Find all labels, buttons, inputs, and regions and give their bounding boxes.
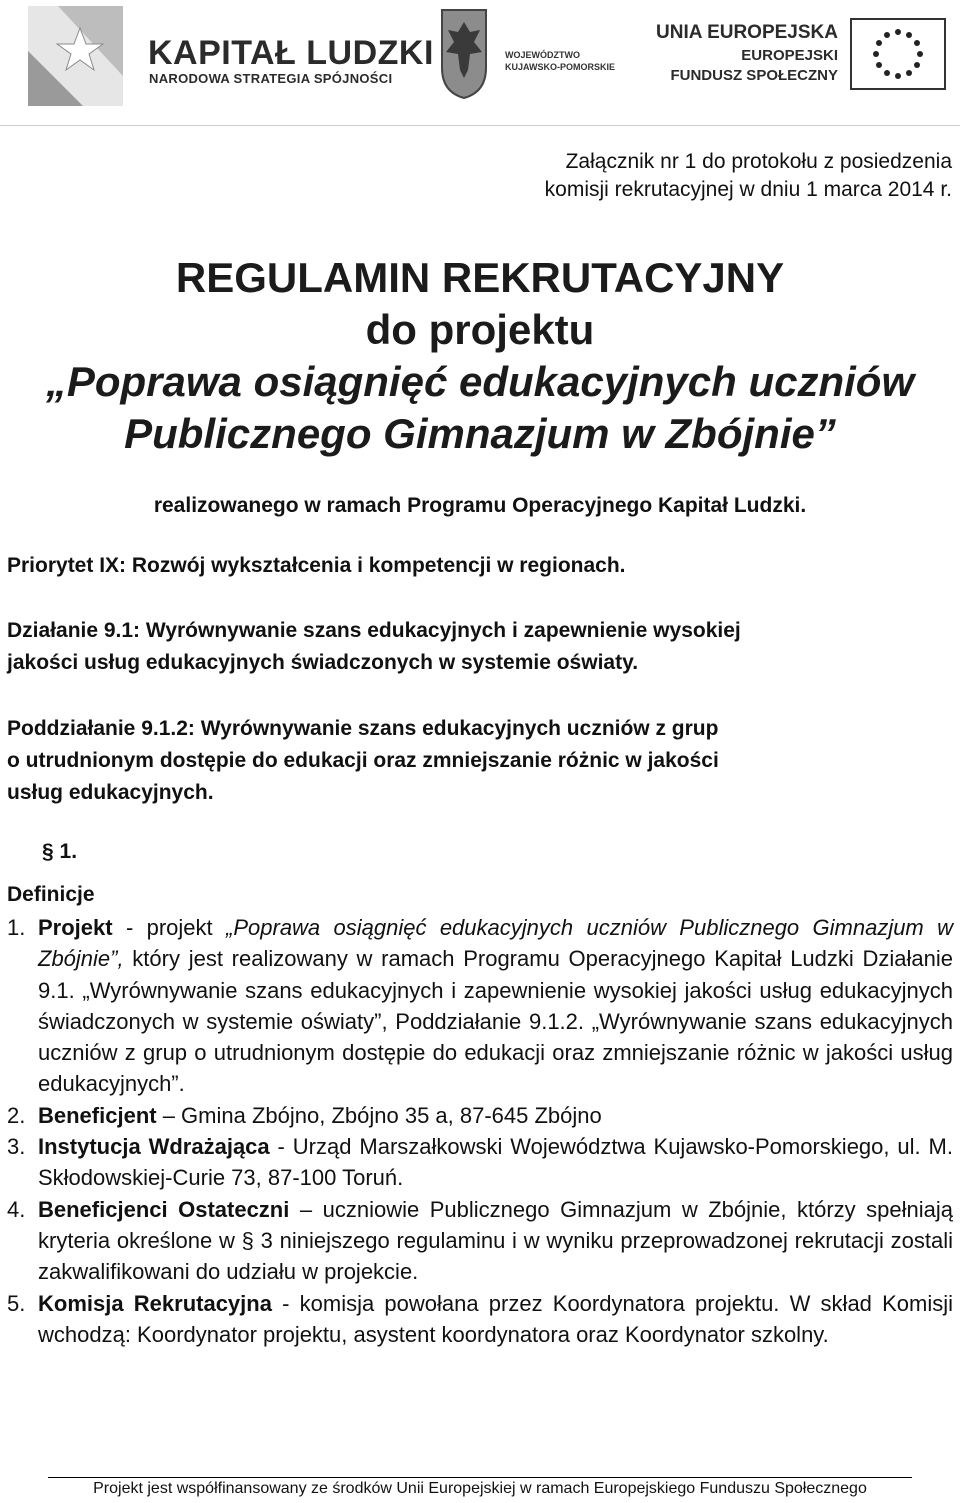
wojewodztwo-logo: [440, 8, 660, 100]
definition-project-name: „Poprawa osiągnięć edukacyjnych uczniów Publicznego Gimnazjum w Zbójnie”,: [38, 915, 954, 972]
kapital-ludzki-subtitle: NARODOWA STRATEGIA SPÓJNOŚCI: [149, 71, 393, 86]
logo-bar: [0, 0, 960, 110]
title-line4: Publicznego Gimnazjum w Zbójnie”: [124, 410, 836, 457]
wojewodztwo-line2: KUJAWSKO-POMORSKIE: [505, 62, 616, 72]
dzialanie: [7, 615, 955, 679]
unia-europejska-logo: [656, 18, 946, 98]
document-title: [0, 252, 960, 460]
definition-term: Komisja Rekrutacyjna: [38, 1290, 272, 1316]
title-line3: „Poprawa osiągnięć edukacyjnych uczniów: [45, 358, 915, 405]
definition-item: [7, 1100, 953, 1131]
definition-text: - komisja powołana przez Koordynatora projektu. W skład Komisji wchodzą: Koordynator projektu, asystent koordynatora oraz Koordynator szkolny.: [38, 1290, 953, 1347]
unia-line3: FUNDUSZ SPOŁECZNY: [670, 67, 838, 84]
poddzialanie-line1: Poddziałanie 9.1.2: Wyrównywanie szans edukacyjnych uczniów z grup: [7, 717, 719, 740]
definition-text: - projekt: [112, 915, 227, 940]
title-line1: REGULAMIN REKRUTACYJNY: [175, 254, 785, 301]
annex-line1: Załącznik nr 1 do protokołu z posiedzenia: [565, 150, 952, 173]
kapital-ludzki-title: KAPITAŁ LUDZKI: [148, 34, 434, 72]
definition-number: 1.: [7, 915, 26, 940]
unia-line2: EUROPEJSKI: [741, 47, 838, 64]
kapital-ludzki-logo: [28, 6, 434, 106]
poddzialanie-line2: o utrudnionym dostępie do edukacji oraz zmniejszanie różnic w jakości: [7, 749, 719, 772]
header-separator: [0, 125, 960, 126]
poddzialanie-line3: usług edukacyjnych.: [7, 781, 214, 804]
definition-text: – uczniowie Publicznego Gimnazjum w Zbójnie, którzy spełniają kryteria określone w § 3 niniejszego regulaminu i w wyniku przeprowadzonej rekrutacji zostali zakwalifikowani do udziału w projekcie.: [38, 1196, 954, 1285]
annex-line2: komisji rekrutacyjnej w dniu 1 marca 2014 r.: [544, 178, 952, 201]
definition-term: Beneficjent: [38, 1102, 157, 1128]
definition-number: 5.: [7, 1290, 26, 1316]
footer-note: Projekt jest współfinansowany ze środków Unii Europejskiej w ramach Europejskiego Funduszu Społecznego: [93, 1480, 867, 1497]
definition-item: [7, 1288, 953, 1351]
wojewodztwo-line1: WOJEWÓDZTWO: [505, 50, 580, 60]
priorytet-line: Priorytet IX: Rozwój wykształcenia i kompetencji w regionach.: [7, 554, 626, 577]
definitions-list: [7, 912, 953, 1350]
definition-number: 3.: [7, 1134, 26, 1160]
program-line: realizowanego w ramach Programu Operacyjnego Kapitał Ludzki.: [153, 494, 807, 517]
dzialanie-line1: Działanie 9.1: Wyrównywanie szans edukacyjnych i zapewnienie wysokiej: [7, 619, 741, 642]
footer-separator: [48, 1477, 912, 1478]
section-heading: Definicje: [7, 883, 95, 906]
definition-item: [7, 1194, 953, 1288]
title-line2: do projektu: [365, 306, 595, 353]
definition-text: – Gmina Zbójno, Zbójno 35 a, 87-645 Zbójno: [156, 1102, 602, 1128]
annex-note: [545, 148, 952, 204]
unia-line1: UNIA EUROPEJSKA: [656, 22, 838, 43]
eu-flag-icon: [850, 18, 946, 90]
definition-item: [7, 1131, 953, 1194]
definition-text: - Urząd Marszałkowski Województwa Kujawsko-Pomorskiego, ul. M. Skłodowskiej-Curie 73, 87-100 Toruń.: [38, 1134, 953, 1191]
definition-number: 2.: [7, 1102, 26, 1128]
poddzialanie: [7, 713, 955, 809]
eagle-crest-icon: [440, 8, 488, 100]
kapital-ludzki-star-icon: [28, 6, 123, 106]
definition-item: [7, 912, 953, 1100]
definition-number: 4.: [7, 1196, 26, 1222]
section-number: § 1.: [42, 840, 78, 863]
definition-text: który jest realizowany w ramach Programu Operacyjnego Kapitał Ludzki Działanie 9.1. „Wyrównywanie szans edukacyjnych i zapewnienie wysokiej jakości usług edukacyjnych świadczonych w systemie oświaty”, Poddziałanie 9.1.2. „Wyrównywanie szans edukacyjnych uczniów z grup o utrudnionym dostępie do edukacji oraz zmniejszanie różnic w jakości usług edukacyjnych”.: [38, 946, 953, 1097]
definition-term: Projekt: [38, 915, 113, 940]
definition-term: Instytucja Wdrażająca: [38, 1134, 270, 1160]
definition-term: Beneficjenci Ostateczni: [38, 1196, 290, 1222]
dzialanie-line2: jakości usług edukacyjnych świadczonych w systemie oświaty.: [7, 651, 639, 674]
